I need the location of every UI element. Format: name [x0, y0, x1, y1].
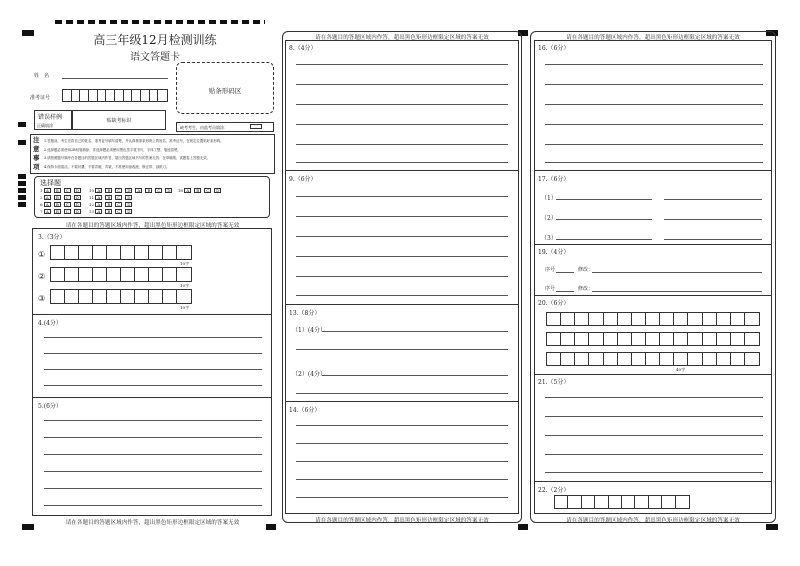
corner-mark-br	[766, 524, 778, 530]
q21-line[interactable]	[545, 416, 763, 417]
q3-item-3: ③	[38, 294, 46, 303]
q17-label: 17.（6分）	[538, 176, 570, 183]
example-label: 错误样例	[38, 114, 63, 121]
q8-line[interactable]	[296, 84, 508, 85]
notes-text: 1.答题前，考生先将自己的姓名、准考证号填写清楚，并认真核准条形码上的姓名、准考证号，在规定位置贴好条形码。 2.选择题必须使用2B铅笔填涂；非选择题必须使用黑色签字笔书写，字体工整、笔迹清楚。 3.请按照题号顺序在各题目的答题区域内作答，超出答题区域书写的答案无效；在草稿纸、试题卷上答题无效。 4.保持卡面清洁，不要折叠、不要弄破、弄皱，不准使用涂改液、修正带、刮纸刀。	[44, 139, 224, 169]
sticker-label: 贴缺考标识	[106, 118, 132, 124]
q4-label: 4.(4分）	[38, 320, 62, 327]
q8-line[interactable]	[296, 144, 508, 145]
q5-line[interactable]	[44, 471, 262, 472]
divider	[534, 170, 772, 171]
q17-line[interactable]	[556, 219, 652, 220]
page-subtitle: 语文答题卡	[130, 52, 180, 63]
corner-mark-mid2	[518, 524, 528, 530]
q14-line[interactable]	[296, 425, 508, 426]
warning-col2-bottom: 请在各题目的答题区域内作答，超出黑色矩形边框限定区域的答案无效	[315, 518, 489, 524]
q9-line[interactable]	[296, 295, 508, 296]
q19-fix-label: 修改：	[578, 286, 594, 292]
side-mark	[18, 122, 26, 127]
q9-line[interactable]	[296, 196, 508, 197]
q16-line[interactable]	[545, 64, 763, 65]
absent-note: 缺考考生，由监考员填涂：	[180, 125, 228, 130]
q3-note-2: 10字	[180, 283, 190, 288]
q13-line[interactable]	[322, 375, 508, 376]
q22-cells[interactable]	[554, 495, 690, 509]
q3-item-2: ②	[38, 272, 46, 281]
exam-no-boxes[interactable]	[62, 89, 168, 102]
q3-cells-1[interactable]	[50, 245, 192, 260]
q20-cells-2[interactable]	[546, 332, 760, 346]
barcode-label: 贴条形码区	[208, 87, 242, 95]
q3-cells-2[interactable]	[50, 267, 192, 282]
q19-line[interactable]	[556, 272, 574, 273]
q16-line[interactable]	[545, 84, 763, 85]
choice-grid[interactable]: 1 A B C D 10 A B C D A B C D 18 A B C D 2 A B C D 11 A B C D 6 A B C D 12 A B C D 7 A B C D 13 A B C D	[40, 188, 220, 214]
q3-note-1: 10字	[180, 261, 190, 266]
warning-col2-top: 请在各题目的答题区域内作答，超出黑色矩形边框限定区域的答案无效	[315, 35, 489, 41]
side-mark	[18, 181, 26, 186]
q19-line[interactable]	[592, 272, 762, 273]
q13-line[interactable]	[296, 393, 508, 394]
q16-label: 16.（6分）	[538, 45, 570, 52]
q19-row-label: 序号	[545, 286, 556, 292]
answer-area-col3	[534, 40, 772, 514]
side-mark	[18, 188, 26, 193]
side-mark	[18, 174, 26, 179]
corner-mark-tl	[22, 30, 34, 36]
q17-sub2: （2）	[541, 215, 557, 222]
q13-line[interactable]	[296, 349, 508, 350]
notes-labels: 注 意 事 项	[33, 136, 40, 171]
q4-line[interactable]	[44, 385, 262, 386]
exam-no-label: 准考证号	[30, 95, 51, 101]
q17-sub3: （3）	[541, 235, 557, 242]
divider	[285, 170, 519, 171]
q14-line[interactable]	[296, 479, 508, 480]
warning-col3-top: 请在各题目的答题区域内作答，超出黑色矩形边框限定区域的答案无效	[566, 35, 740, 41]
q5-line[interactable]	[44, 420, 262, 421]
q16-line[interactable]	[545, 144, 763, 145]
q20-cells-3[interactable]	[546, 352, 760, 366]
q17-line[interactable]	[556, 199, 652, 200]
q17-line[interactable]	[664, 239, 762, 240]
q16-line[interactable]	[545, 104, 763, 105]
q17-sub1: （1）	[541, 195, 557, 202]
q14-line[interactable]	[296, 443, 508, 444]
q5-line[interactable]	[44, 488, 262, 489]
q4-line[interactable]	[44, 369, 262, 370]
q19-label: 19.（4分）	[538, 249, 570, 256]
q9-line[interactable]	[296, 216, 508, 217]
divider	[285, 304, 519, 305]
q3-note-3: 10字	[180, 305, 190, 310]
name-label: 姓 名	[34, 73, 50, 79]
choice-title: 选择题	[40, 179, 61, 187]
q5-label: 5.(6分）	[38, 403, 62, 410]
q21-label: 21.（5分）	[538, 379, 570, 386]
q4-line[interactable]	[44, 353, 262, 354]
q4-line[interactable]	[44, 337, 262, 338]
q8-line[interactable]	[296, 64, 508, 65]
divider	[534, 295, 772, 296]
q3-cells-3[interactable]	[50, 289, 192, 304]
q9-line[interactable]	[296, 276, 508, 277]
warning-col1-bottom: 请在各题目的答题区域内作答，超出黑色矩形边框限定区域的答案无效	[65, 520, 240, 526]
absent-checkbox[interactable]	[250, 124, 262, 129]
q17-line[interactable]	[664, 219, 762, 220]
q5-line[interactable]	[44, 437, 262, 438]
q5-line[interactable]	[44, 454, 262, 455]
q13-label: 13.（8分）	[289, 310, 321, 317]
q17-line[interactable]	[664, 199, 762, 200]
divider	[285, 401, 519, 402]
divider	[534, 481, 772, 482]
q17-line[interactable]	[556, 239, 652, 240]
q21-line[interactable]	[545, 454, 763, 455]
side-mark	[18, 140, 26, 145]
q3-label: 3.（3分）	[38, 234, 66, 241]
q3-item-1: ①	[38, 250, 46, 259]
divider	[32, 314, 272, 315]
q19-line[interactable]	[556, 291, 574, 292]
q20-note: 40字	[676, 367, 686, 372]
q13-sub2: （2）(4分）	[292, 371, 326, 378]
q16-line[interactable]	[545, 162, 763, 163]
q21-line[interactable]	[545, 472, 763, 473]
divider	[534, 374, 772, 375]
page-title: 高三年级12月检测训练	[93, 33, 217, 47]
divider	[534, 244, 772, 245]
q9-line[interactable]	[296, 256, 508, 257]
q14-line[interactable]	[296, 461, 508, 462]
q19-line[interactable]	[592, 291, 762, 292]
q13-line[interactable]	[322, 331, 508, 332]
q21-line[interactable]	[545, 435, 763, 436]
q8-line[interactable]	[296, 162, 508, 163]
q8-line[interactable]	[296, 104, 508, 105]
example-text: 正确填涂	[37, 123, 53, 128]
divider	[32, 397, 272, 398]
side-mark	[18, 195, 26, 200]
q19-fix-label: 修改：	[578, 267, 594, 273]
q14-label: 14.（6分）	[289, 407, 321, 414]
q5-line[interactable]	[44, 505, 262, 506]
side-mark	[18, 202, 26, 207]
q13-sub1: （1）(4分）	[292, 327, 326, 334]
timing-row	[55, 20, 265, 24]
q14-line[interactable]	[296, 497, 508, 498]
q22-label: 22.（2分）	[538, 487, 570, 494]
name-line[interactable]	[62, 78, 168, 79]
q8-line[interactable]	[296, 124, 508, 125]
warning-col1-top: 请在各题目的答题区域内作答，超出黑色矩形边框限定区域的答案无效	[65, 223, 240, 229]
q19-row-label: 序号	[545, 267, 556, 273]
warning-col3-bottom: 请在各题目的答题区域内作答，超出黑色矩形边框限定区域的答案无效	[566, 518, 740, 524]
q20-label: 20.（6分）	[538, 300, 570, 307]
q9-label: 9.（6分）	[289, 176, 317, 183]
q20-cells-1[interactable]	[546, 312, 760, 326]
q8-label: 8.（4分）	[289, 45, 317, 52]
q16-line[interactable]	[545, 124, 763, 125]
q21-line[interactable]	[545, 397, 763, 398]
q9-line[interactable]	[296, 236, 508, 237]
